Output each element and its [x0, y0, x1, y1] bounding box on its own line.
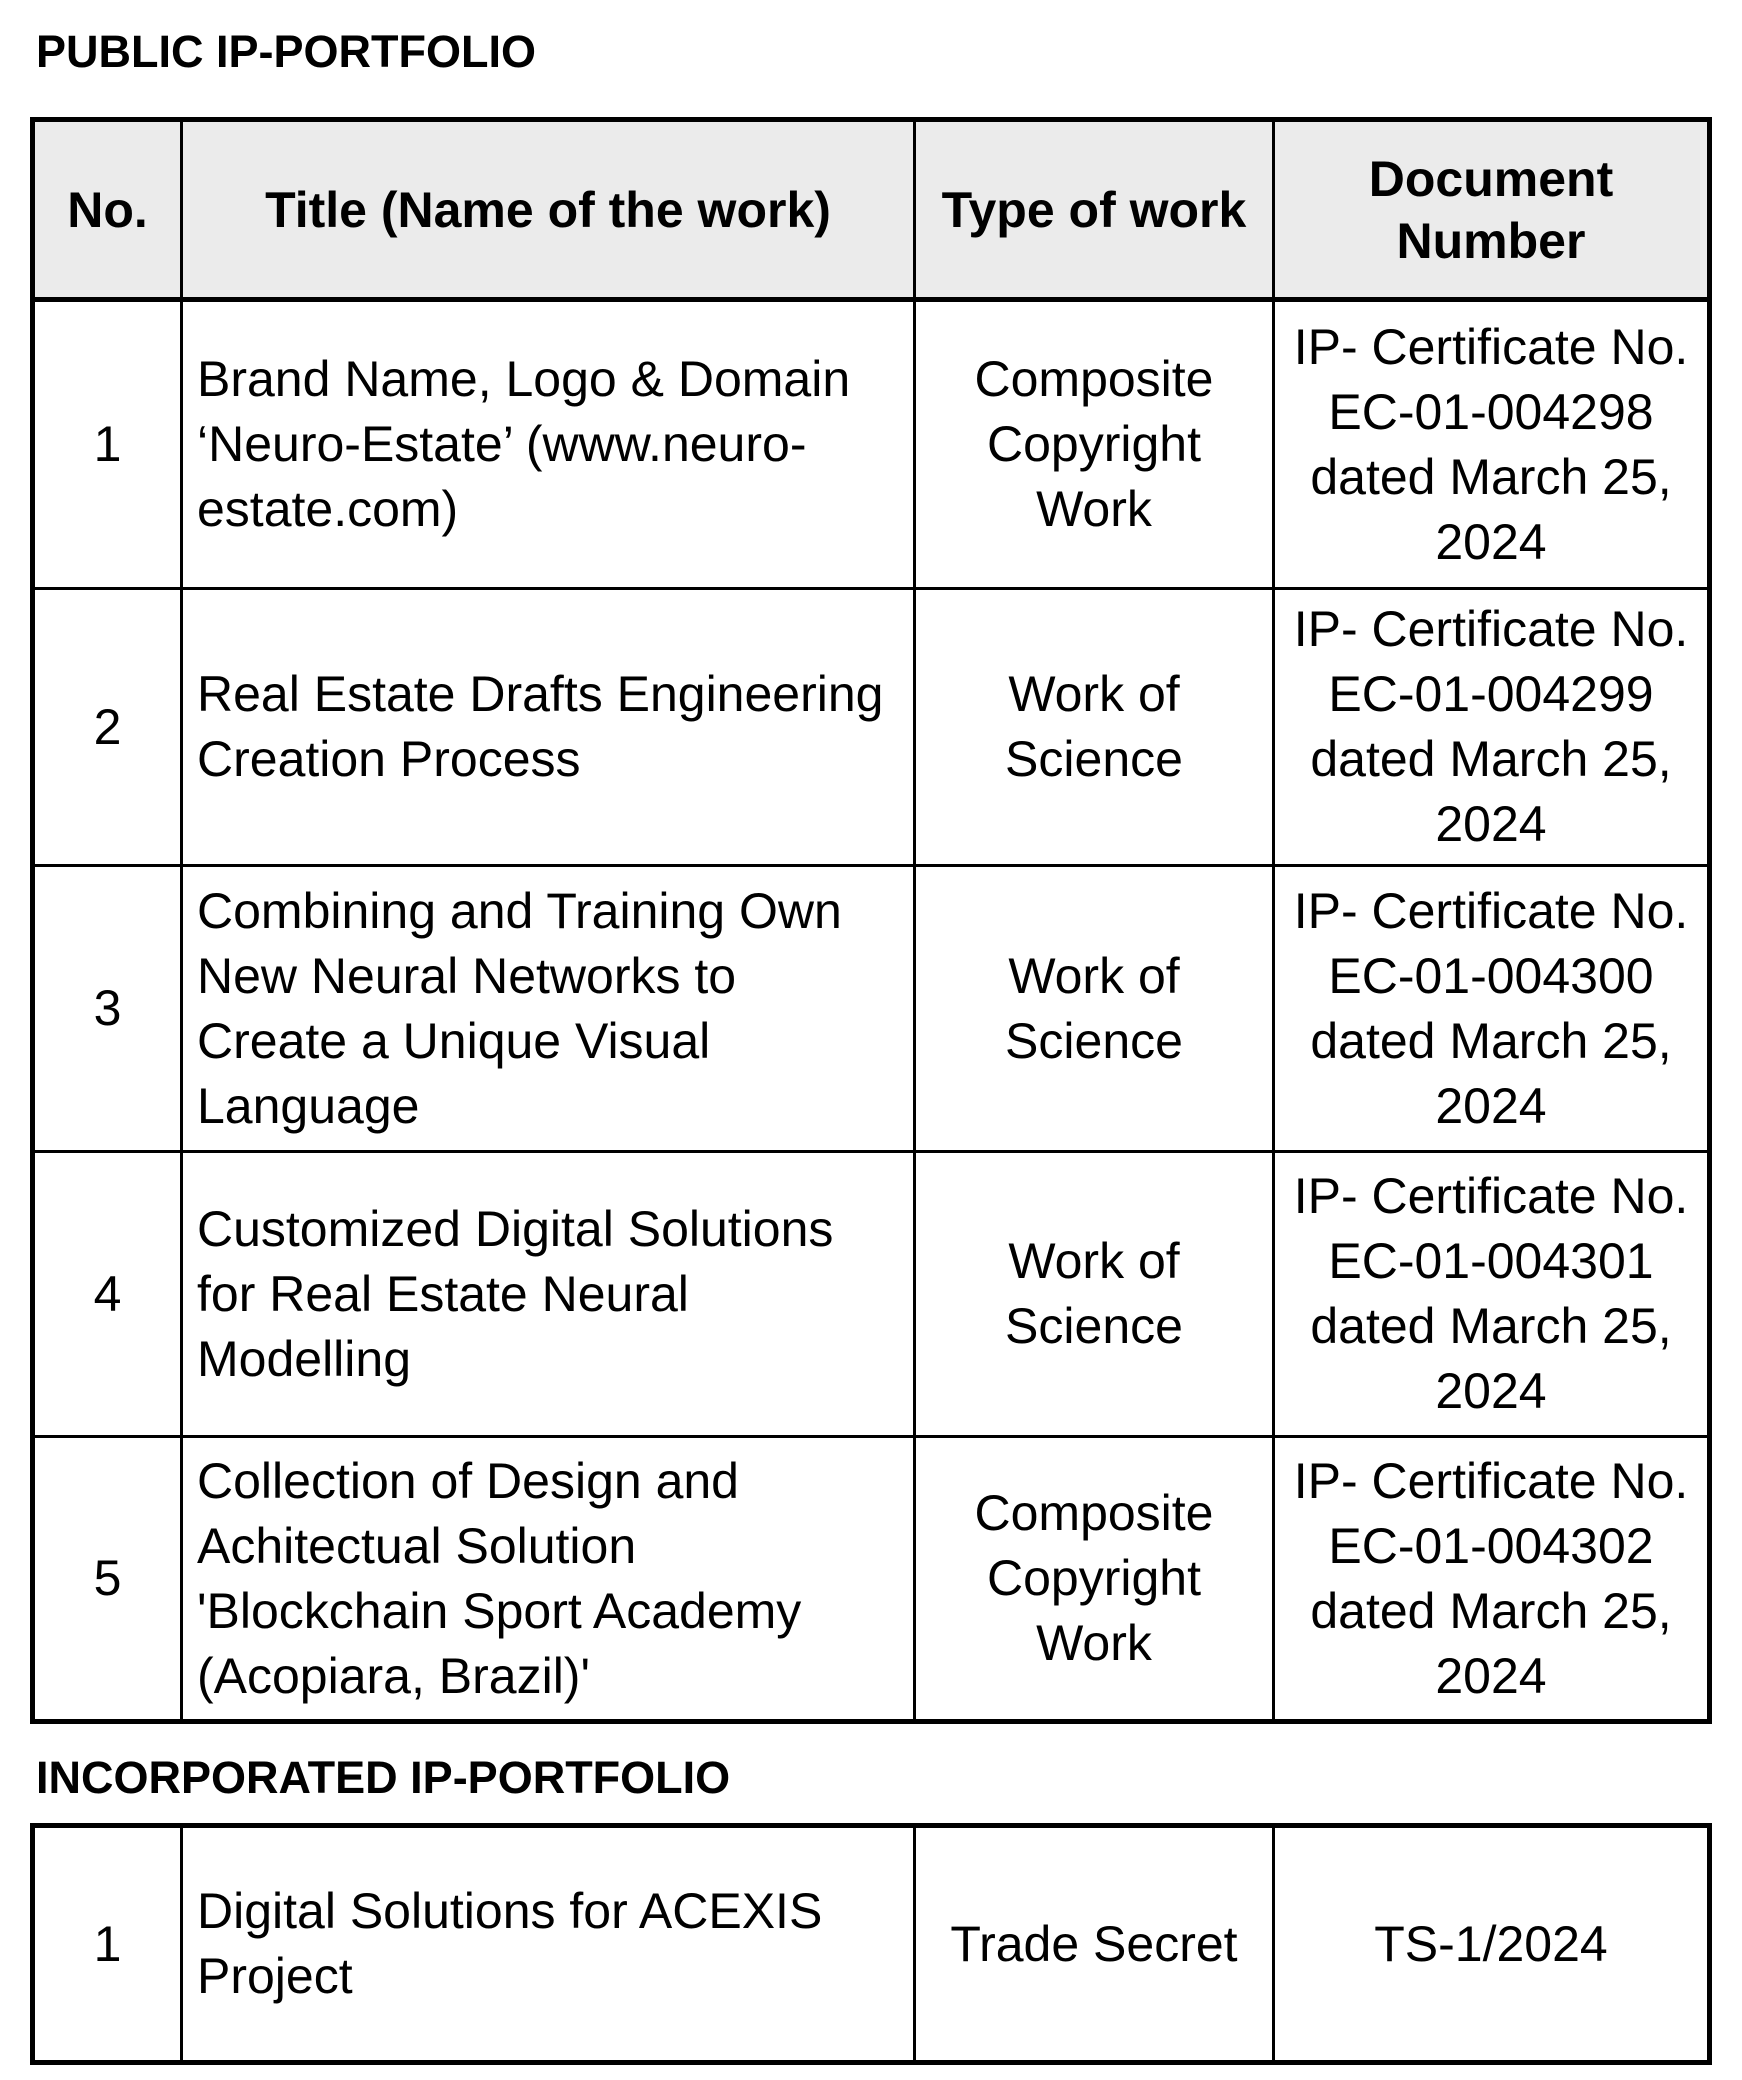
work-type: Work of Science: [915, 589, 1274, 866]
row-number: 4: [33, 1152, 182, 1437]
work-title: Digital Solutions for ACEXIS Project: [182, 1826, 915, 2063]
table-row: [33, 300, 1710, 589]
work-type: Composite Copyright Work: [915, 1437, 1274, 1722]
row-number: 5: [33, 1437, 182, 1722]
table-row: [33, 1826, 1710, 2063]
work-title: Customized Digital Solutions for Real Estate Neural Modelling: [182, 1152, 915, 1437]
row-number: 2: [33, 589, 182, 866]
header-title: Title (Name of the work): [182, 120, 915, 300]
row-number: 3: [33, 866, 182, 1152]
table-header-row: [33, 120, 1710, 300]
work-title: Brand Name, Logo & Domain ‘Neuro-Estate’ (www.neuro-estate.com): [182, 300, 915, 589]
document-number: IP- Certificate No. EC-01-004298 dated March 25, 2024: [1274, 300, 1710, 589]
document-number: IP- Certificate No. EC-01-004302 dated March 25, 2024: [1274, 1437, 1710, 1722]
work-title: Real Estate Drafts Engineering Creation Process: [182, 589, 915, 866]
header-type: Type of work: [915, 120, 1274, 300]
work-type: Trade Secret: [915, 1826, 1274, 2063]
work-type: Work of Science: [915, 866, 1274, 1152]
document-number: IP- Certificate No. EC-01-004301 dated March 25, 2024: [1274, 1152, 1710, 1437]
table-header: [33, 120, 1710, 300]
work-title: Collection of Design and Achitectual Solution 'Blockchain Sport Academy (Acopiara, Brazil)': [182, 1437, 915, 1722]
header-doc: Document Number: [1274, 120, 1710, 300]
header-no: No.: [33, 120, 182, 300]
document-number: IP- Certificate No. EC-01-004299 dated March 25, 2024: [1274, 589, 1710, 866]
work-title: Combining and Training Own New Neural Networks to Create a Unique Visual Language: [182, 866, 915, 1152]
document-number: TS-1/2024: [1274, 1826, 1710, 2063]
table-row: [33, 589, 1710, 866]
public-portfolio-table: [30, 117, 1712, 1724]
row-number: 1: [33, 1826, 182, 2063]
row-number: 1: [33, 300, 182, 589]
public-portfolio-heading: PUBLIC IP-PORTFOLIO: [36, 26, 536, 77]
incorporated-portfolio-heading: INCORPORATED IP-PORTFOLIO: [36, 1752, 731, 1803]
work-type: Composite Copyright Work: [915, 300, 1274, 589]
work-type: Work of Science: [915, 1152, 1274, 1437]
table-row: [33, 1152, 1710, 1437]
document-number: IP- Certificate No. EC-01-004300 dated March 25, 2024: [1274, 866, 1710, 1152]
table-row: [33, 866, 1710, 1152]
incorporated-portfolio-table: [30, 1823, 1712, 2065]
table-row: [33, 1437, 1710, 1722]
